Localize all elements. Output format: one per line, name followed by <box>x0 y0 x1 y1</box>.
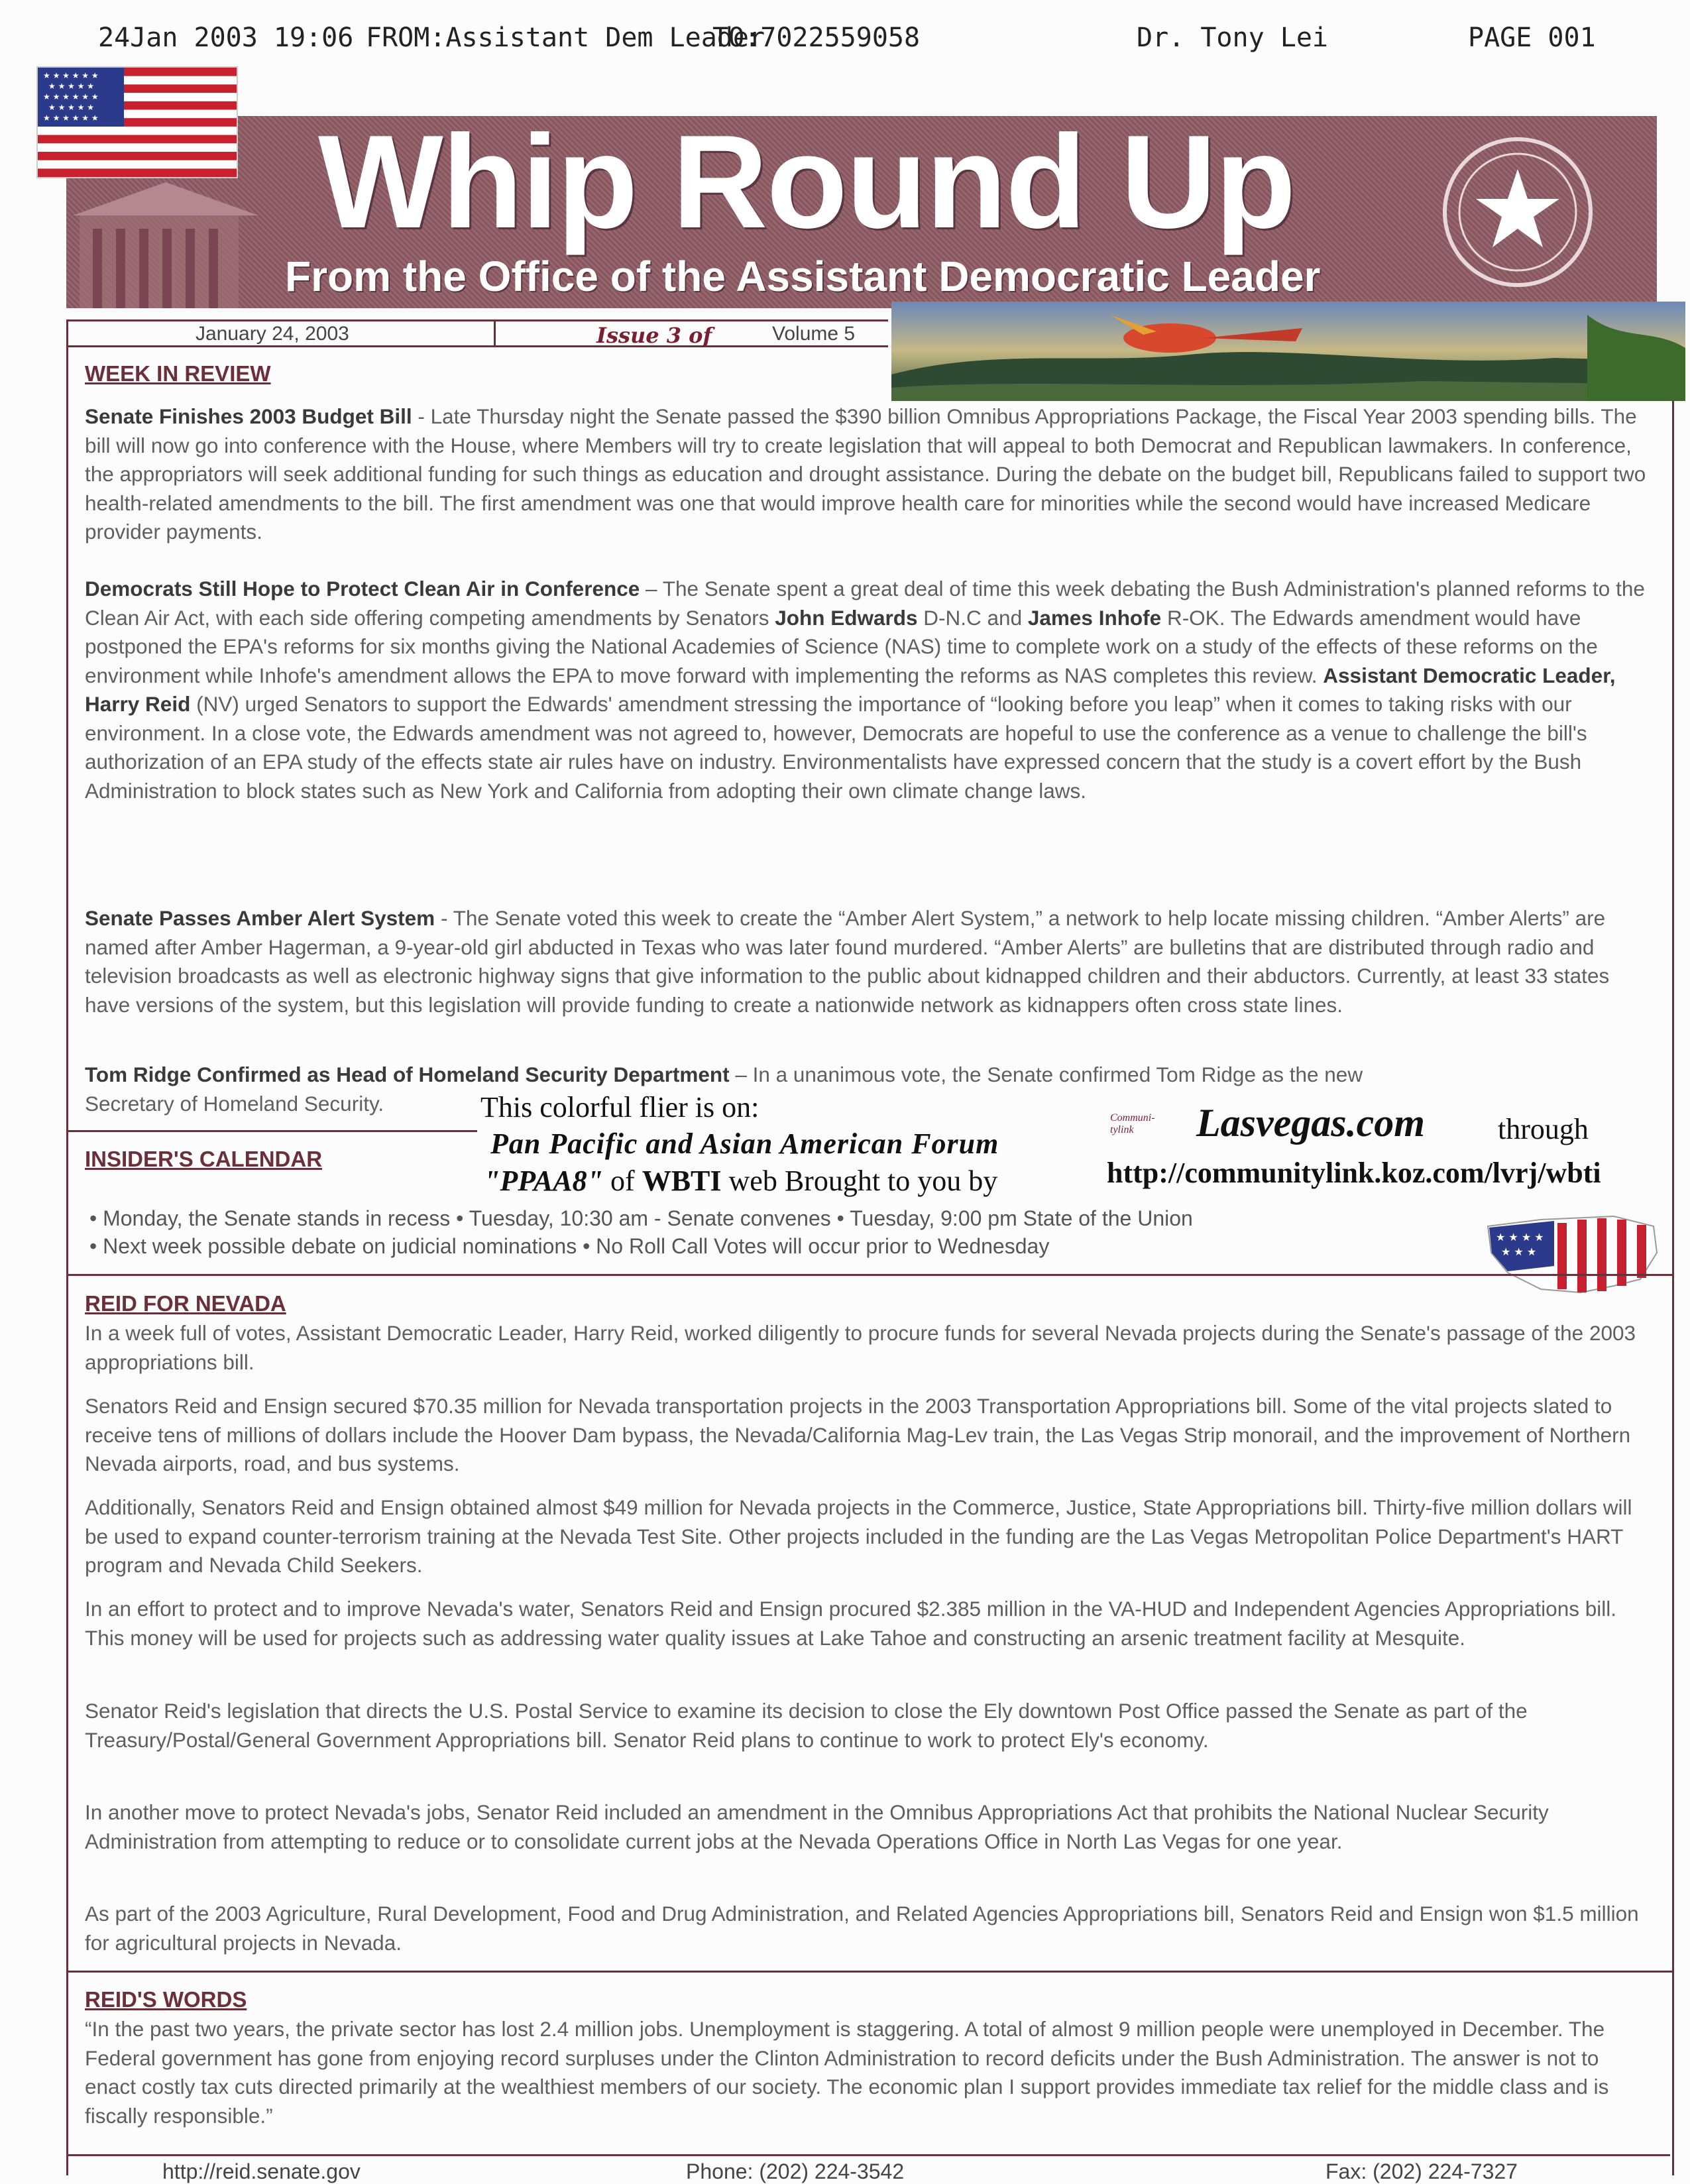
fax-to: TO:7022559058 <box>712 23 921 53</box>
fax-recipient: Dr. Tony Lei <box>1137 23 1328 53</box>
nevada-paragraph-6: In another move to protect Nevada's jobs, Senator Reid included an amendment in the Omnibus Appropriations Act that prohibits the National Nuclear Security Administration from attempting to reduce or to consolidate current jobs at the Nevada Operations Office in North Las Vegas for one year. <box>85 1800 1549 1853</box>
svg-text:★ ★ ★ ★ ★: ★ ★ ★ ★ ★ <box>48 82 95 91</box>
masthead-title: Whip Round Up <box>318 108 1295 256</box>
issue-volume: Volume 5 <box>772 323 856 345</box>
flier-note-line2: Pan Pacific and Asian American Forum <box>490 1127 999 1160</box>
footer-fax: Fax: (202) 224-7327 <box>1325 2159 1518 2183</box>
clean-air-paragraph: Democrats Still Hope to Protect Clean Air in Conference – The Senate spent a great deal of time this week debating the Bush Administration's planned reforms to the Clean Air Act, with each side offering competing amendments by Senators John Edwards D-N.C and James Inhofe R-OK. The Edwards amendment would have postponed the EPA's reforms for six months giving the National Academies of Science (NAS) time to complete work on a study of the effects of these reforms on the environment while Inhofe's amendment allows the EPA to move forward with implementing the reforms as NAS completes this review. Assistant Democratic Leader, Harry Reid (NV) urged Senators to support the Edwards' amendment stressing the importance of “looking before you leap” when it comes to taking risks with our environment. In a close vote, the Edwards amendment was not agreed to, however, Democrats are hopeful to use the conference as a venue to challenge the bill's authorization of an EPA study of the effects state air rules have on industry. Environmentalists have expressed concern that the study is a covert effort by the Bush Administration to block states such as New York and California from adopting their own climate change laws. <box>85 577 1645 803</box>
budget-bill-paragraph: Senate Finishes 2003 Budget Bill - Late Thursday night the Senate passed the $390 billion Omnibus Appropriations Package, the Fiscal Year 2003 spending bills. The bill will now go into conference with the House, where Members will try to create legislation that will appeal to both Democrat and Republican lawmakers. In conference, the appropriators will seek additional funding for such things as education and drought assistance. During the debate on the budget bill, Republicans failed to support two health-related amendments to the bill. The first amendment was one that would improve health care for minorities while the second would have increased Medicare provider payments. <box>85 404 1646 544</box>
nevada-paragraph-3: Additionally, Senators Reid and Ensign obtained almost $49 million for Nevada projects in the Commerce, Justice, State Appropriations bill. Thirty-five million dollars will be used to expand counter-terrorism training at the Nevada Test Site. Other projects included in the funding are the Las Vegas Metropolitan Police Department's HART program and Nevada Child Seekers. <box>85 1495 1632 1577</box>
fax-from: FROM:Assistant Dem Leader <box>366 23 765 53</box>
svg-text:★ ★ ★ ★: ★ ★ ★ ★ <box>1496 1231 1544 1243</box>
clean-air-title: Democrats Still Hope to Protect Clean Air in Conference <box>85 577 640 601</box>
tom-ridge-title: Tom Ridge Confirmed as Head of Homeland Security Department <box>85 1063 730 1086</box>
issue-date: January 24, 2003 <box>196 323 349 345</box>
footer-phone: Phone: (202) 224-3542 <box>686 2159 905 2183</box>
svg-text:★ ★ ★ ★ ★: ★ ★ ★ ★ ★ <box>48 103 95 112</box>
capitol-building-icon <box>66 169 265 308</box>
nevada-seal-icon <box>1425 129 1610 295</box>
svg-text:★ ★ ★ ★ ★ ★: ★ ★ ★ ★ ★ ★ <box>43 71 99 80</box>
calendar-line-1: • Monday, the Senate stands in recess • Tuesday, 10:30 am - Senate convenes • Tuesday, 9:00 pm State of the Union <box>89 1206 1193 1230</box>
tom-ridge-paragraph-end: Secretary of Homeland Security. <box>85 1092 384 1116</box>
us-map-flag-sticker-icon <box>1481 1206 1667 1302</box>
nevada-paragraph-4: In an effort to protect and to improve Nevada's water, Senators Reid and Ensign procured $2.385 million in the VA-HUD and Independent Agencies Appropriations bill. This money will be used for projects such as addressing water quality issues at Lake Tahoe and constructing an arsenic treatment facility at Mesquite. <box>85 1597 1616 1650</box>
footer-website-link[interactable]: http://reid.senate.gov <box>162 2159 361 2183</box>
tom-ridge-paragraph: Tom Ridge Confirmed as Head of Homeland Security Department – In a unanimous vote, the Senate confirmed Tom Ridge as the new <box>85 1063 1363 1086</box>
amber-alert-paragraph: Senate Passes Amber Alert System - The Senate voted this week to create the “Amber Alert System,” a network to help locate missing children. “Amber Alerts” are named after Amber Hagerman, a 9-year-old girl abducted in Texas who was later found murdered. “Amber Alerts” are bulletins that are distributed through radio and television broadcasts as well as electronic highway signs that give information to the public about kidnapped children and their abductors. Currently, at least 33 states have versions of the system, but this legislation will provide funding to create a nationwide network as kidnappers often cross state lines. <box>85 906 1610 1017</box>
reid-for-nevada-heading: REID FOR NEVADA <box>85 1291 286 1316</box>
issue-number: Issue 3 of <box>596 323 712 348</box>
flier-url-link[interactable]: http://communitylink.koz.com/lvrj/wbti <box>1107 1157 1601 1189</box>
bird-painting-image <box>891 302 1685 401</box>
us-flag-icon <box>36 66 238 178</box>
fax-page: PAGE 001 <box>1468 23 1596 53</box>
insiders-calendar-heading: INSIDER'S CALENDAR <box>85 1147 323 1171</box>
masthead-subtitle: From the Office of the Assistant Democratic Leader <box>285 253 1321 300</box>
fax-datetime: 24Jan 2003 19:06 <box>98 23 354 53</box>
flier-note-line1: This colorful flier is on: <box>480 1091 760 1123</box>
reids-words-quote: “In the past two years, the private sector has lost 2.4 million jobs. Unemployment is staggering. A total of almost 9 million people were unemployed in December. The Federal government has gone from enjoying record surpluses under the Clinton Administration to record deficits under the Bush Administration. The answer is not to enact costly tax cuts directed primarily at the wealthiest members of our society. The economic plan I support provides immediate tax relief for the middle class and is fiscally responsible.” <box>85 2017 1609 2128</box>
budget-bill-title: Senate Finishes 2003 Budget Bill <box>85 404 412 428</box>
svg-text:★ ★ ★: ★ ★ ★ <box>1501 1245 1537 1258</box>
fax-header <box>0 23 1690 62</box>
communitylink-logo: Communi-tylink <box>1110 1112 1155 1135</box>
nevada-paragraph-1: In a week full of votes, Assistant Democratic Leader, Harry Reid, worked diligently to procure funds for several Nevada projects during the Senate's passage of the 2003 appropriations bill. <box>85 1321 1636 1374</box>
calendar-line-2: • Next week possible debate on judicial nominations • No Roll Call Votes will occur prior to Wednesday <box>89 1234 1050 1258</box>
flier-note-line3: "PPAA8" of WBTI web Brought to you by <box>484 1165 998 1197</box>
reids-words-heading: REID'S WORDS <box>85 1987 247 2012</box>
svg-text:★ ★ ★ ★ ★ ★: ★ ★ ★ ★ ★ ★ <box>43 113 99 123</box>
svg-text:★ ★ ★ ★ ★ ★: ★ ★ ★ ★ ★ ★ <box>43 92 99 101</box>
nevada-paragraph-2: Senators Reid and Ensign secured $70.35 million for Nevada transportation projects in the 2003 Transportation Appropriations bill. Some of the vital projects slated to receive tens of millions of dollars include the Hoover Dam bypass, the Nevada/California Mag-Lev train, the Las Vegas Strip monorail, and the improvement of Northern Nevada airports, road, and bus systems. <box>85 1394 1631 1475</box>
nevada-paragraph-7: As part of the 2003 Agriculture, Rural Development, Food and Drug Administration, and Related Agencies Appropriations bill, Senators Reid and Ensign won $1.5 million for agricultural projects in Nevada. <box>85 1902 1639 1955</box>
week-in-review-heading: WEEK IN REVIEW <box>85 361 271 386</box>
flier-through-text: through <box>1498 1113 1589 1145</box>
masthead <box>66 108 1657 308</box>
amber-alert-title: Senate Passes Amber Alert System <box>85 906 435 930</box>
nevada-paragraph-5: Senator Reid's legislation that directs the U.S. Postal Service to examine its decision to close the Ely downtown Post Office passed the Senate as part of the Treasury/Postal/General Government Appropriations bill. Senator Reid plans to continue to work to protect Ely's economy. <box>85 1699 1528 1752</box>
lasvegas-site-name: Lasvegas.com <box>1196 1101 1425 1145</box>
issue-bar <box>66 319 888 347</box>
